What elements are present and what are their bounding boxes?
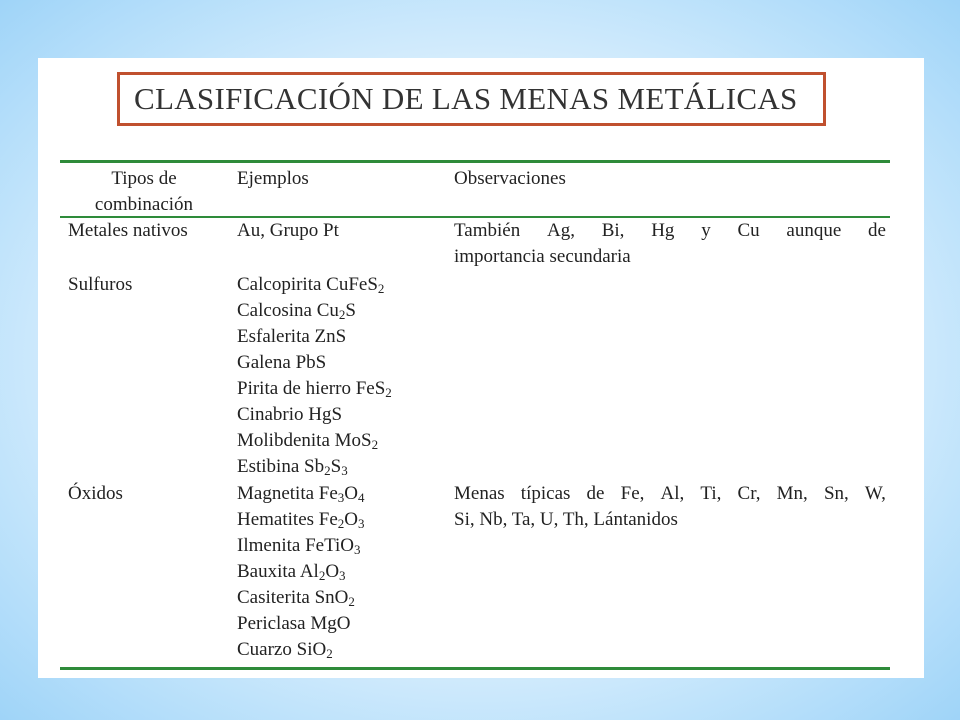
- observation-word: También: [454, 220, 521, 241]
- mineral-name: Calcosina: [237, 300, 317, 321]
- example-item: [237, 559, 365, 585]
- chemical-formula: SiO$_2$: [296, 639, 333, 661]
- example-item: [237, 585, 365, 611]
- slide: [38, 58, 924, 678]
- observation-word: Sn,: [823, 483, 849, 504]
- mineral-name: Periclasa: [237, 613, 311, 634]
- observations-native-line2: importancia secundaria: [454, 246, 631, 267]
- example-item: [237, 428, 392, 454]
- observation-word: Bi,: [601, 220, 625, 241]
- chemical-formula: HgS: [308, 404, 343, 425]
- chemical-formula: MgO: [310, 613, 351, 634]
- examples-sulfides-list: [237, 272, 392, 480]
- example-item: [237, 637, 365, 663]
- observation-word: Cu: [737, 220, 760, 241]
- mineral-name: Magnetita: [237, 483, 319, 504]
- example-item: [237, 533, 365, 559]
- mineral-name: Cinabrio: [237, 404, 309, 425]
- example-item: [237, 298, 392, 324]
- observation-word: Ag,: [546, 220, 575, 241]
- examples-oxides-list: [237, 481, 365, 663]
- example-item: [237, 402, 392, 428]
- chemical-formula: ZnS: [314, 326, 347, 347]
- observation-word: Hg: [651, 220, 675, 241]
- chemical-formula: CuFeS$_2$: [326, 274, 385, 296]
- observations-oxides-line1: [454, 481, 886, 507]
- example-item: [237, 611, 365, 637]
- observations-native-line1: [454, 218, 886, 244]
- mineral-name: Casiterita: [237, 587, 315, 608]
- mineral-name: Pirita de hierro: [237, 378, 356, 399]
- header-types-line2: combinación: [94, 194, 194, 215]
- observation-word: Menas: [454, 483, 505, 504]
- observation-word: de: [586, 483, 605, 504]
- example-item: [237, 272, 392, 298]
- row-examples-native: Au, Grupo Pt: [237, 220, 339, 241]
- observation-word: Mn,: [776, 483, 808, 504]
- observation-word: Al,: [660, 483, 685, 504]
- mineral-name: Estibina: [237, 456, 305, 477]
- chemical-formula: $Fe_3O_4$: [318, 483, 365, 505]
- observation-word: Ti,: [700, 483, 722, 504]
- example-item: [237, 324, 392, 350]
- observation-word: Fe,: [620, 483, 645, 504]
- observation-word: y: [701, 220, 711, 241]
- example-item: [237, 454, 392, 480]
- example-item: [237, 507, 365, 533]
- chemical-formula: $Fe_2O_3$: [318, 509, 365, 531]
- chemical-formula: $Al_2O_3$: [299, 561, 346, 583]
- title-box: [117, 72, 826, 126]
- chemical-formula: $Cu_2S$: [316, 300, 356, 322]
- observation-word: Cr,: [737, 483, 761, 504]
- header-examples: Ejemplos: [237, 168, 309, 189]
- row-type-native: Metales nativos: [68, 220, 188, 241]
- header-types: [64, 166, 224, 218]
- row-observations-native: [454, 218, 886, 270]
- observation-word: aunque: [786, 220, 842, 241]
- mineral-name: Cuarzo: [237, 639, 297, 660]
- mineral-name: Hematites: [237, 509, 319, 530]
- observations-oxides-line2: Si, Nb, Ta, U, Th, Lántanidos: [454, 509, 678, 530]
- example-item: [237, 481, 365, 507]
- mineral-name: Esfalerita: [237, 326, 315, 347]
- header-types-line1: Tipos de: [111, 168, 177, 189]
- observation-word: W,: [864, 483, 886, 504]
- mineral-name: Galena: [237, 352, 296, 373]
- chemical-formula: FeS$_2$: [355, 378, 392, 400]
- table-bottom-rule: [60, 667, 890, 670]
- chemical-formula: MoS$_2$: [334, 430, 379, 452]
- observation-word: de: [868, 220, 886, 241]
- chemical-formula: PbS: [295, 352, 327, 373]
- row-type-sulfides: Sulfuros: [68, 274, 133, 295]
- table-top-rule: [60, 160, 890, 163]
- header-observations: Observaciones: [454, 168, 566, 189]
- chemical-formula: FeTiO$_3$: [305, 535, 361, 557]
- slide-title: CLASIFICACIÓN DE LAS MENAS METÁLICAS: [134, 81, 798, 116]
- mineral-name: Calcopirita: [237, 274, 327, 295]
- observation-word: típicas: [520, 483, 571, 504]
- mineral-name: Molibdenita: [237, 430, 335, 451]
- mineral-name: Ilmenita: [237, 535, 306, 556]
- chemical-formula: SnO$_2$: [314, 587, 355, 609]
- row-observations-oxides: [454, 481, 886, 533]
- row-type-oxides: Óxidos: [68, 483, 123, 504]
- chemical-formula: $Sb_2S_3$: [304, 456, 348, 478]
- mineral-name: Bauxita: [237, 561, 300, 582]
- example-item: [237, 350, 392, 376]
- example-item: [237, 376, 392, 402]
